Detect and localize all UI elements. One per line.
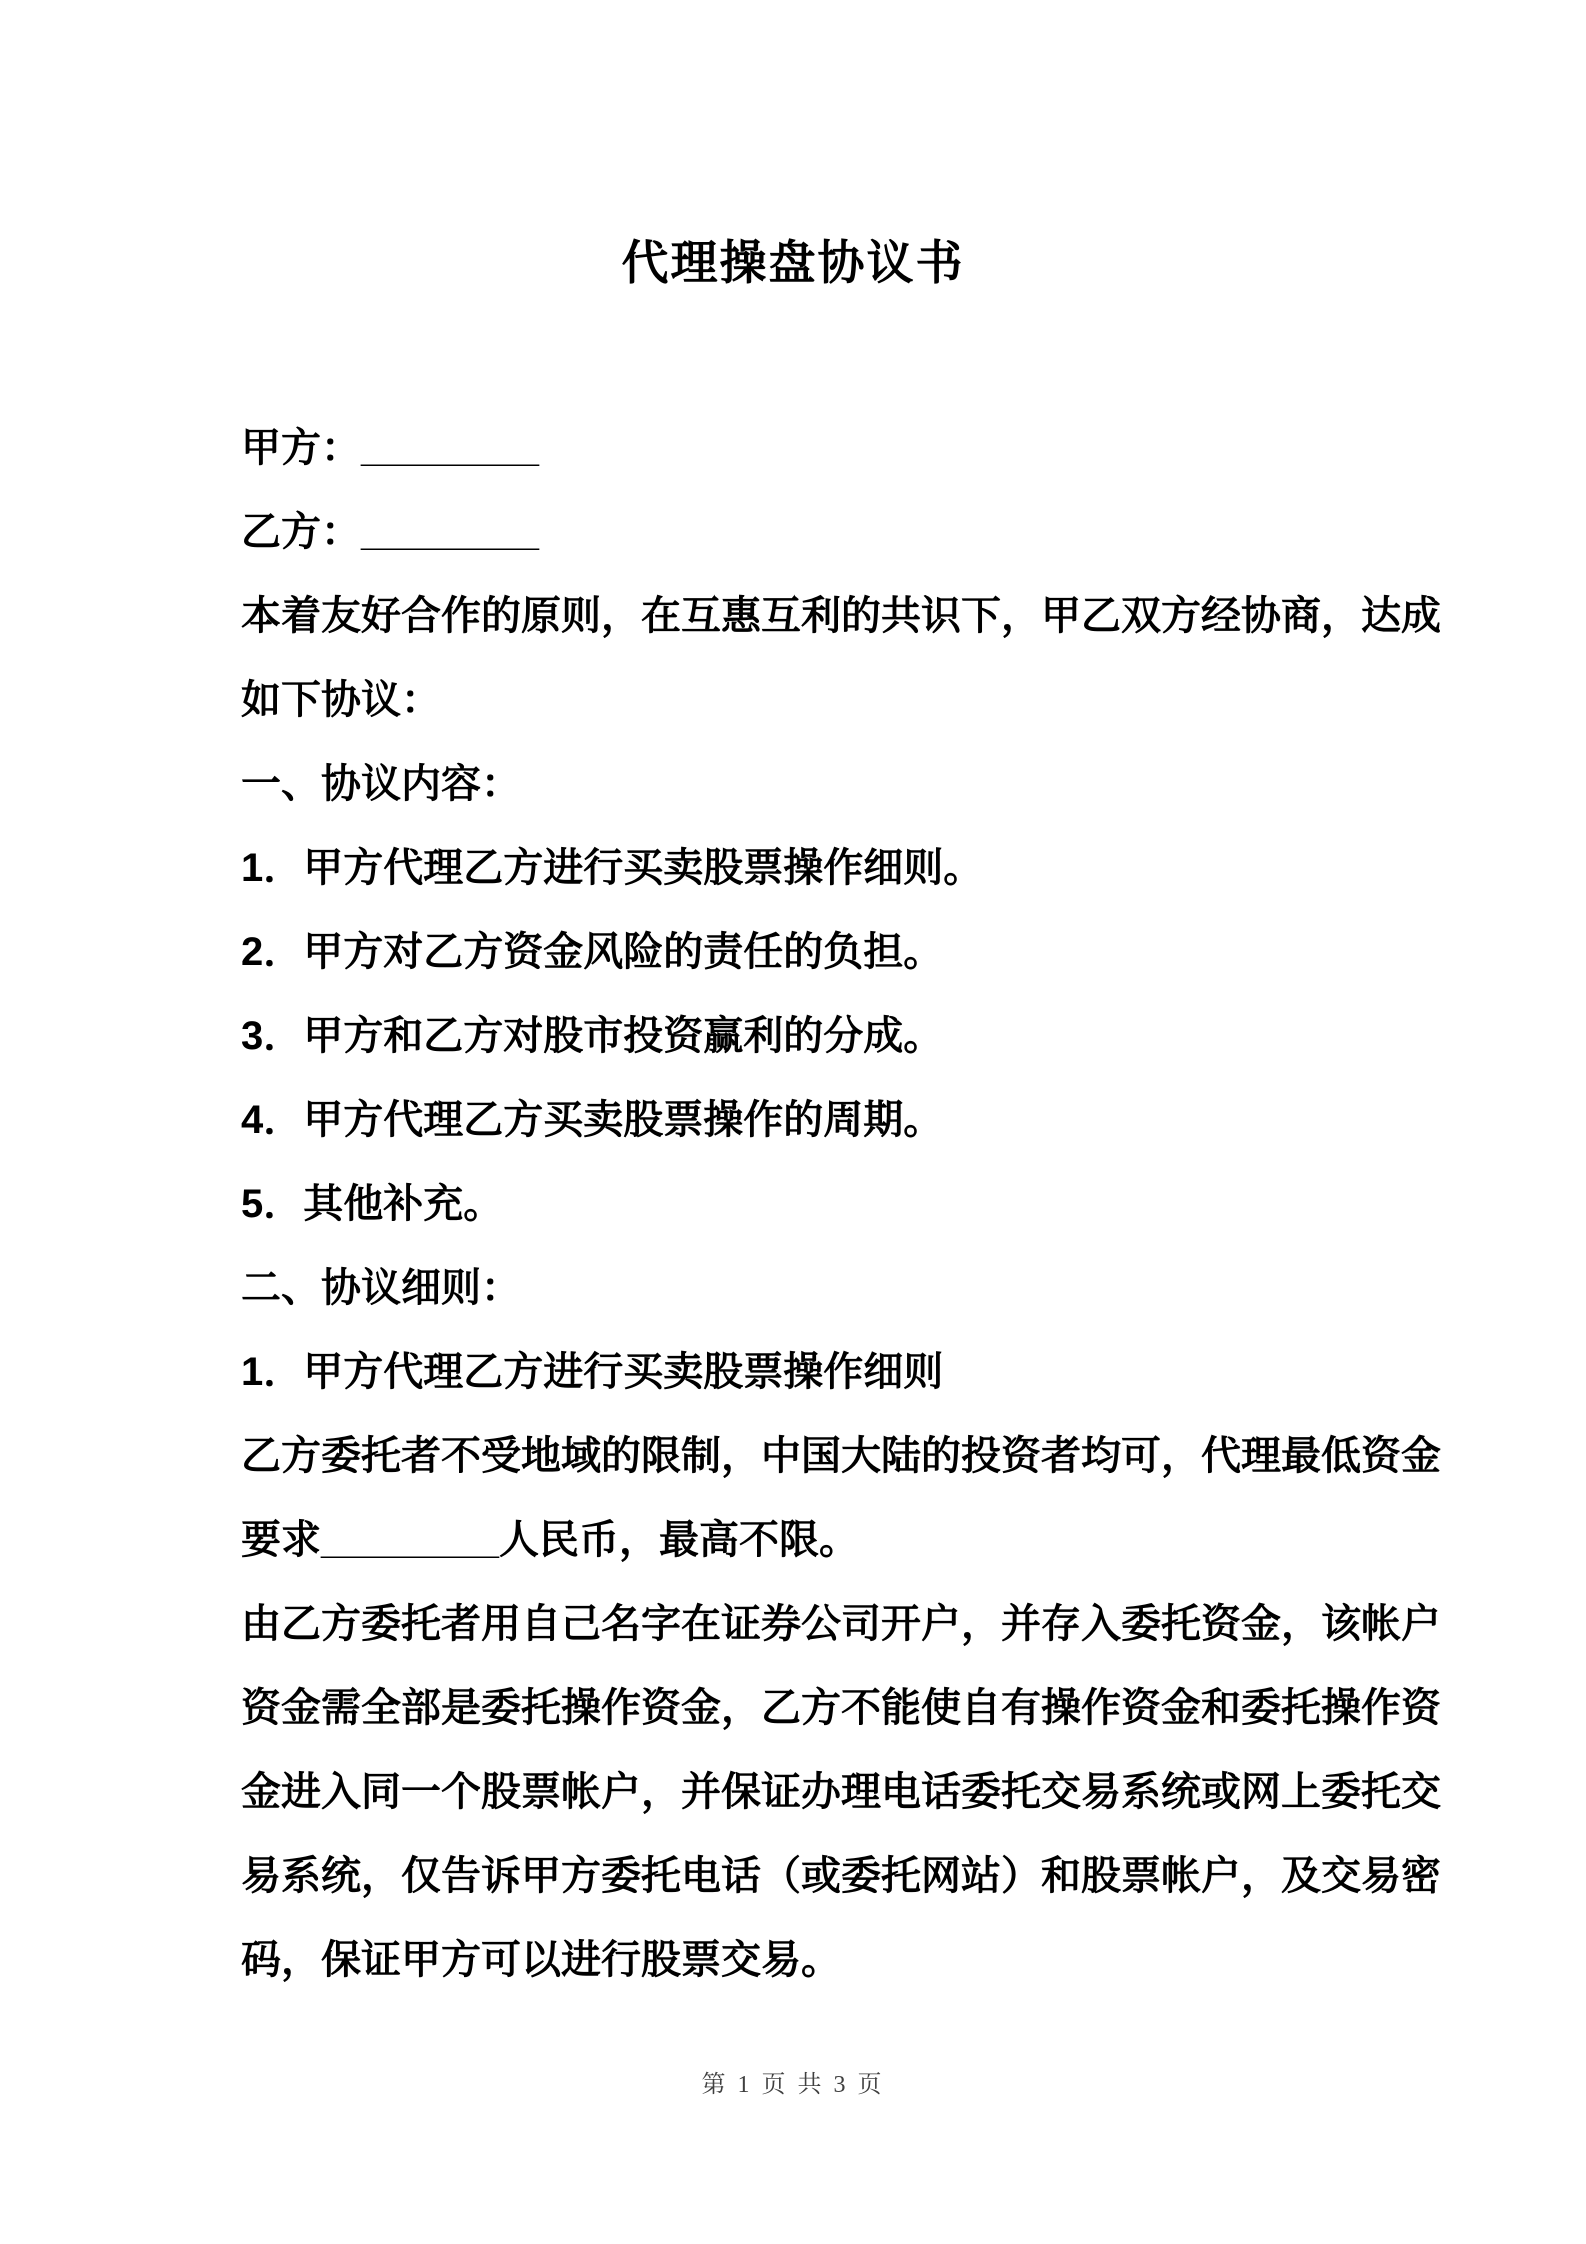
line-clause-text-2-blank: 要求________人民币，最高不限。 (241, 1518, 859, 1562)
line-section-2-item-1: 1．甲方代理乙方进行买卖股票操作细则 (241, 1350, 944, 1394)
line-party-a-blank: 甲方：________ (241, 426, 539, 470)
page-number-footer: 第 1 页 共 3 页 (701, 2072, 885, 2098)
document-title: 代理操盘协议书 (621, 236, 965, 289)
line-section-1-item-5: 5．其他补充。 (241, 1182, 504, 1226)
line-preamble-2: 如下协议： (241, 678, 441, 722)
line-section-1-item-4: 4．甲方代理乙方买卖股票操作的周期。 (241, 1098, 944, 1142)
line-clause-text-5: 金进入同一个股票帐户，并保证办理电话委托交易系统或网上委托交 (241, 1770, 1441, 1814)
line-clause-text-1: 乙方委托者不受地域的限制，中国大陆的投资者均可，代理最低资金 (241, 1434, 1441, 1478)
line-section-1-item-3: 3．甲方和乙方对股市投资赢利的分成。 (241, 1014, 944, 1058)
line-preamble-1: 本着友好合作的原则，在互惠互利的共识下，甲乙双方经协商，达成 (241, 594, 1441, 638)
line-clause-text-3: 由乙方委托者用自己名字在证券公司开户，并存入委托资金，该帐户 (241, 1602, 1441, 1646)
line-clause-text-7: 码，保证甲方可以进行股票交易。 (241, 1938, 841, 1982)
line-section-1-heading: 一、协议内容： (241, 762, 521, 806)
line-party-b-blank: 乙方：________ (241, 510, 539, 554)
document-body (241, 406, 1466, 2002)
line-section-2-heading: 二、协议细则： (241, 1266, 521, 1310)
line-section-1-item-2: 2．甲方对乙方资金风险的责任的负担。 (241, 930, 944, 974)
line-section-1-item-1: 1．甲方代理乙方进行买卖股票操作细则。 (241, 846, 984, 890)
line-clause-text-6: 易系统，仅告诉甲方委托电话（或委托网站）和股票帐户，及交易密 (241, 1854, 1441, 1898)
line-clause-text-4: 资金需全部是委托操作资金，乙方不能使自有操作资金和委托操作资 (241, 1686, 1441, 1730)
